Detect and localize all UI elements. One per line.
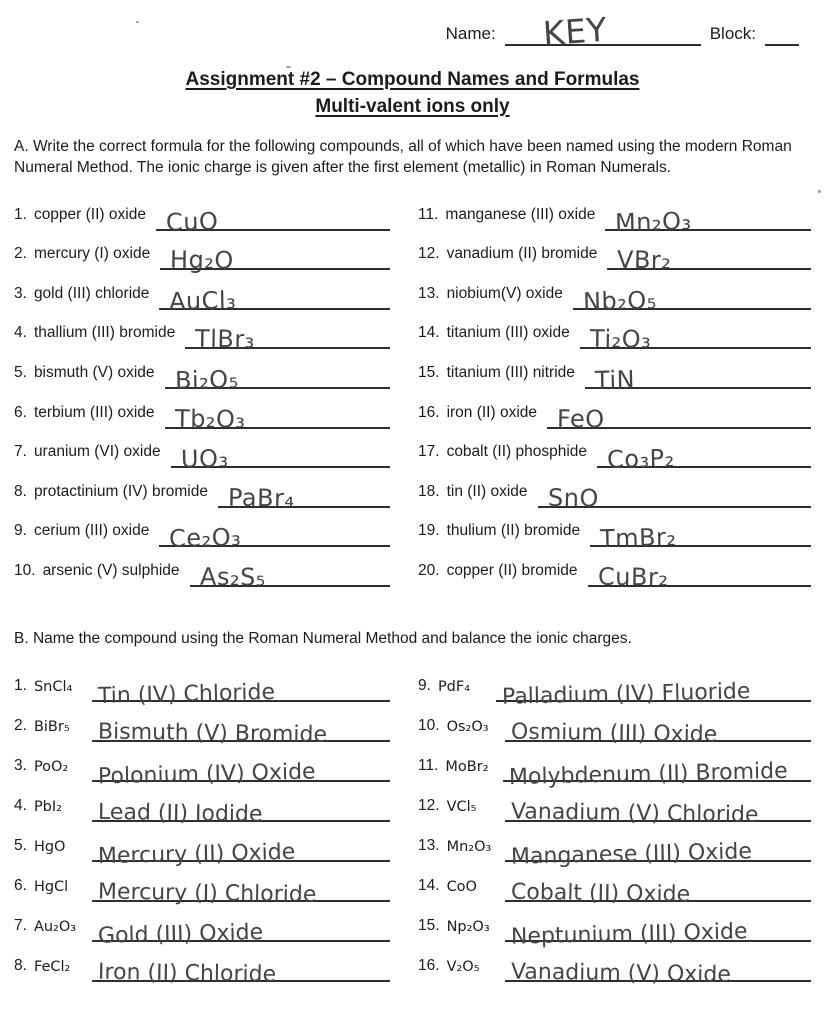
question-b10: [418, 702, 811, 748]
compound-name: arsenic (V) sulphide: [42, 561, 180, 579]
question-b5: [14, 822, 390, 870]
block-blank-line: [765, 24, 799, 46]
compound-name: copper (II) oxide: [33, 205, 146, 223]
question-a11: [418, 191, 811, 237]
question-number: 8.: [14, 482, 27, 500]
question-number: 4.: [14, 324, 27, 342]
question-number: 6.: [14, 877, 27, 895]
question-b3: [14, 742, 390, 790]
question-b9: [418, 662, 811, 711]
handwritten-formula: SnO: [547, 483, 599, 513]
section-a-left-column: [14, 191, 390, 592]
question-b4: [14, 782, 390, 828]
question-a17: [418, 429, 811, 474]
question-a18: [418, 468, 811, 513]
compound-name: vanadium (II) bromide: [446, 245, 598, 263]
question-number: 16.: [418, 957, 440, 975]
question-number: 16.: [418, 403, 440, 421]
compound-name: gold (III) chloride: [33, 284, 150, 302]
handwritten-formula: CuBr₂: [597, 562, 669, 592]
question-a5: [14, 349, 390, 395]
answer-blank: [573, 268, 811, 316]
section-a-questions: [14, 191, 811, 592]
question-b12: [418, 782, 811, 829]
question-number: 5.: [14, 363, 27, 381]
question-number: 4.: [14, 797, 27, 815]
question-a14: [418, 310, 811, 354]
question-b16: [418, 942, 811, 989]
handwritten-name-answer: Polonium (IV) Oxide: [97, 759, 316, 790]
handwritten-formula: Ce₂O₃: [169, 523, 242, 554]
answer-blank: [92, 900, 390, 950]
handwritten-name-answer: Vanadium (V) Oxide: [510, 959, 731, 989]
handwritten-formula: Mn₂O₃: [615, 206, 693, 237]
question-a2: [14, 231, 390, 275]
answer-blank: [538, 466, 811, 513]
question-number: 15.: [418, 363, 440, 381]
handwritten-name-answer: Iron (II) Chloride: [97, 960, 277, 988]
question-b1: [14, 662, 390, 710]
handwritten-formula: TmBr₂: [599, 523, 677, 554]
handwritten-formula: Bi₂O₅: [174, 365, 239, 395]
compound-formula: VCl₅: [446, 799, 477, 816]
compound-formula: BiBr₅: [33, 719, 70, 736]
title-line-2: Multi-valent ions only: [315, 96, 510, 117]
compound-name: thallium (III) bromide: [33, 324, 176, 342]
question-b6: [14, 862, 390, 909]
scan-speck: [818, 190, 821, 193]
question-a8: [14, 468, 390, 513]
handwritten-name-answer: Lead (II) Iodide: [97, 800, 263, 828]
question-b13: [418, 822, 811, 871]
handwritten-name-answer: Manganese (III) Oxide: [510, 839, 752, 871]
handwritten-formula: CuO: [165, 206, 219, 237]
question-number: 18.: [418, 482, 440, 500]
title-line-1: Assignment #2 – Compound Names and Formulas: [185, 69, 640, 90]
answer-blank: [218, 466, 390, 513]
handwritten-name-answer: Tin (IV) Chloride: [97, 680, 276, 710]
compound-name: titanium (III) oxide: [446, 324, 570, 342]
handwritten-name-answer: Vanadium (V) Chloride: [510, 799, 759, 829]
compound-name: tin (II) oxide: [446, 482, 528, 500]
handwritten-formula: Tb₂O₃: [174, 404, 246, 434]
question-number: 15.: [418, 917, 440, 935]
compound-formula: Au₂O₃: [33, 919, 77, 936]
handwritten-formula: Co₃P₂: [606, 444, 675, 474]
question-number: 13.: [418, 837, 440, 855]
answer-blank: [496, 660, 811, 711]
question-b11: [418, 742, 811, 791]
scan-speck: [286, 66, 291, 68]
compound-formula: HgO: [33, 839, 66, 856]
compound-name: cobalt (II) phosphide: [446, 443, 588, 461]
handwritten-name-answer: Palladium (IV) Fluoride: [501, 679, 751, 711]
answer-blank: [585, 347, 811, 395]
question-b8: [14, 942, 390, 988]
question-number: 1.: [14, 677, 27, 695]
answer-blank: [156, 189, 390, 237]
name-label: Name:: [445, 24, 496, 43]
answer-blank: [159, 268, 390, 316]
answer-blank: [503, 740, 811, 791]
question-a16: [418, 389, 811, 433]
question-number: 19.: [418, 522, 440, 540]
answer-blank: [92, 740, 390, 790]
question-a7: [14, 429, 390, 474]
question-number: 12.: [418, 797, 440, 815]
question-number: 1.: [14, 205, 27, 223]
handwritten-name-answer: Cobalt (II) Oxide: [510, 880, 690, 908]
handwritten-formula: UO₃: [180, 444, 229, 474]
compound-name: iron (II) oxide: [446, 403, 538, 421]
section-a-instructions: A. Write the correct formula for the following compounds, all of which have been named using the modern Roman Numeral Method. The ionic charge is given after the first element (metallic) in Roman Numerals.: [14, 138, 792, 176]
compound-formula: PoO₂: [33, 759, 69, 776]
handwritten-name-answer: Bismuth (V) Bromide: [97, 719, 328, 749]
handwritten-name-answer: Mercury (I) Chloride: [97, 879, 317, 909]
question-number: 3.: [14, 284, 27, 302]
section-a-right-column: [418, 191, 811, 592]
question-number: 9.: [418, 677, 431, 695]
question-a3: [14, 270, 390, 316]
question-number: 14.: [418, 324, 440, 342]
question-number: 10.: [418, 717, 440, 735]
compound-name: protactinium (IV) bromide: [33, 482, 208, 500]
question-a6: [14, 389, 390, 434]
answer-blank: [605, 189, 811, 237]
handwritten-formula: As₂S₅: [199, 562, 266, 592]
handwritten-formula: TlBr₃: [195, 325, 256, 354]
handwritten-formula: Nb₂O₅: [582, 285, 658, 316]
compound-formula: CoO: [446, 879, 477, 896]
question-b15: [418, 902, 811, 951]
handwritten-name: KEY: [541, 9, 609, 54]
compound-formula: FeCl₂: [33, 959, 71, 976]
question-number: 10.: [14, 561, 36, 579]
section-b-instructions: B. Name the compound using the Roman Numeral Method and balance the ionic charges.: [14, 629, 632, 647]
answer-blank: [165, 347, 390, 395]
question-number: 11.: [418, 757, 439, 775]
compound-formula: Mn₂O₃: [446, 839, 492, 856]
compound-name: bismuth (V) oxide: [33, 363, 155, 381]
answer-blank: [505, 820, 811, 871]
handwritten-formula: FeO: [556, 404, 605, 433]
question-number: 11.: [418, 205, 439, 223]
handwritten-formula: PaBr₄: [227, 483, 295, 513]
handwritten-formula: AuCl₃: [169, 285, 237, 316]
compound-formula: SnCl₄: [33, 679, 73, 696]
question-number: 3.: [14, 757, 27, 775]
question-a15: [418, 349, 811, 395]
compound-formula: V₂O₅: [446, 959, 480, 976]
answer-blank: [92, 660, 390, 710]
compound-formula: PbI₂: [33, 799, 62, 816]
handwritten-formula: TiN: [594, 365, 636, 395]
question-number: 5.: [14, 837, 27, 855]
question-number: 9.: [14, 522, 27, 540]
section-b-questions: [14, 662, 811, 989]
compound-name: thulium (II) bromide: [446, 522, 581, 540]
compound-name: mercury (I) oxide: [33, 245, 151, 263]
question-a9: [14, 508, 390, 554]
section-b-left-column: [14, 662, 390, 988]
compound-name: niobium(V) oxide: [446, 284, 563, 302]
question-a1: [14, 191, 390, 237]
compound-name: titanium (III) nitride: [446, 363, 575, 381]
question-b2: [14, 702, 390, 749]
scan-speck: [136, 21, 139, 23]
question-b14: [418, 862, 811, 908]
name-block-header: [0, 0, 825, 54]
answer-blank: [590, 506, 811, 554]
compound-name: terbium (III) oxide: [33, 403, 155, 421]
compound-formula: HgCl: [33, 879, 69, 896]
compound-name: cerium (III) oxide: [33, 522, 150, 540]
answer-blank: [190, 545, 390, 592]
handwritten-formula: VBr₂: [617, 245, 672, 275]
question-number: 13.: [418, 284, 440, 302]
handwritten-name-answer: Osmium (III) Oxide: [510, 720, 718, 748]
handwritten-formula: Ti₂O₃: [589, 325, 652, 354]
question-number: 2.: [14, 717, 27, 735]
question-number: 12.: [418, 245, 440, 263]
handwritten-name-answer: Mercury (II) Oxide: [97, 840, 296, 870]
question-number: 6.: [14, 403, 27, 421]
question-number: 20.: [418, 561, 440, 579]
question-a4: [14, 310, 390, 354]
handwritten-name-answer: Molybdenum (II) Bromide: [509, 759, 789, 791]
section-b-right-column: [418, 662, 811, 989]
assignment-title: [0, 66, 825, 120]
question-a19: [418, 508, 811, 554]
compound-name: uranium (VI) oxide: [33, 443, 161, 461]
handwritten-name-answer: Gold (III) Oxide: [97, 920, 264, 950]
name-blank-line: [505, 0, 701, 54]
question-a13: [418, 270, 811, 316]
answer-blank: [597, 427, 811, 474]
handwritten-formula: Hg₂O: [170, 245, 235, 275]
question-number: 2.: [14, 245, 27, 263]
question-a10: [14, 547, 390, 592]
compound-formula: Np₂O₃: [446, 919, 490, 936]
question-number: 14.: [418, 877, 440, 895]
compound-formula: Os₂O₃: [446, 719, 489, 736]
question-number: 7.: [14, 443, 27, 461]
block-label: Block:: [709, 24, 756, 43]
question-b7: [14, 902, 390, 950]
compound-formula: MoBr₂: [445, 759, 489, 776]
question-number: 7.: [14, 917, 27, 935]
compound-name: manganese (III) oxide: [445, 205, 596, 223]
question-number: 8.: [14, 957, 27, 975]
compound-name: copper (II) bromide: [446, 561, 578, 579]
handwritten-name-answer: Neptunium (III) Oxide: [510, 919, 748, 951]
question-a20: [418, 547, 811, 592]
compound-formula: PdF₄: [437, 679, 471, 696]
question-number: 17.: [418, 443, 440, 461]
